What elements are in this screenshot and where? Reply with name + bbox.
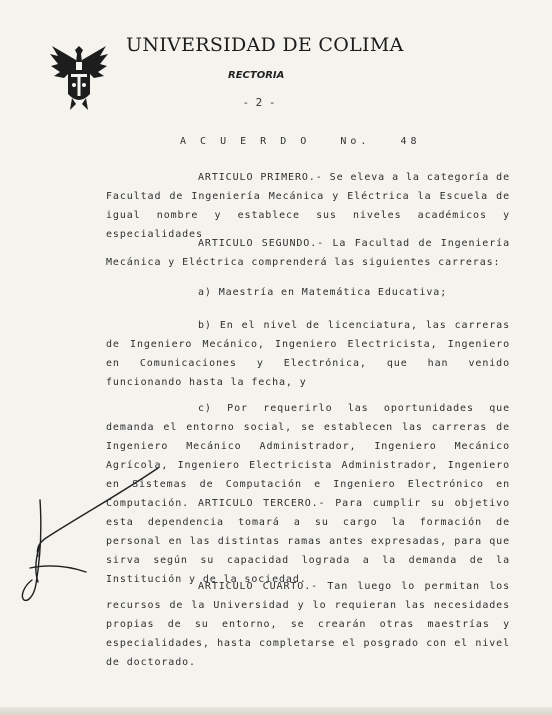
article-three-paragraph: ARTICULO TERCERO.- Para cumplir su objetivo esta dependencia tomará a su cargo la formación de personal en las distintas ramas antes expresadas, para que sirva según su capacidad lograda a la demanda de la Institución y de la sociedad. — [106, 498, 510, 585]
page-bottom-edge — [0, 707, 552, 715]
item-c-paragraph: c) Por requerirlo las oportunidades que demanda el entorno social, se establecen las carreras de Ingeniero Mecánico Administrador, Ingeniero Mecánico Agrícola, Ingeniero Electricista Administrador, Ingeniero en Sistemas de Computación e Ingeniero Electrónico en Computación. — [106, 403, 510, 509]
university-name: UNIVERSIDAD DE COLIMA — [126, 34, 404, 56]
handwritten-signature — [10, 460, 160, 610]
page-number: - 2 - — [242, 96, 276, 109]
article-four-paragraph: ARTICULO CUARTO.- Tan luego lo permitan los recursos de la Universidad y lo requieran las necesidades propias de su entorno, se crearán otras maestrías y especialidades, hasta completarse el posgrado con el nivel de doctorado. — [106, 581, 510, 668]
item-a-paragraph: a) Maestría en Matemática Educativa; — [198, 287, 448, 298]
agreement-heading: A C U E R D O No. 48 — [180, 136, 421, 147]
article-one-paragraph: ARTICULO PRIMERO.- Se eleva a la categoría de Facultad de Ingeniería Mecánica y Eléctrica la Escuela de igual nombre y establece sus niveles académicos y especialidades — [106, 172, 510, 240]
article-two-paragraph: ARTICULO SEGUNDO.- La Facultad de Ingeniería Mecánica y Eléctrica comprenderá las siguientes carreras: — [106, 238, 510, 268]
item-b-paragraph: b) En el nivel de licenciatura, las carreras de Ingeniero Mecánico, Ingeniero Electricista, Ingeniero en Comunicaciones y Electrónica, que han venido funcionando hasta la fecha, y — [106, 320, 510, 388]
eagle-coat-of-arms-icon — [48, 40, 110, 114]
office-name: RECTORIA — [228, 70, 285, 81]
